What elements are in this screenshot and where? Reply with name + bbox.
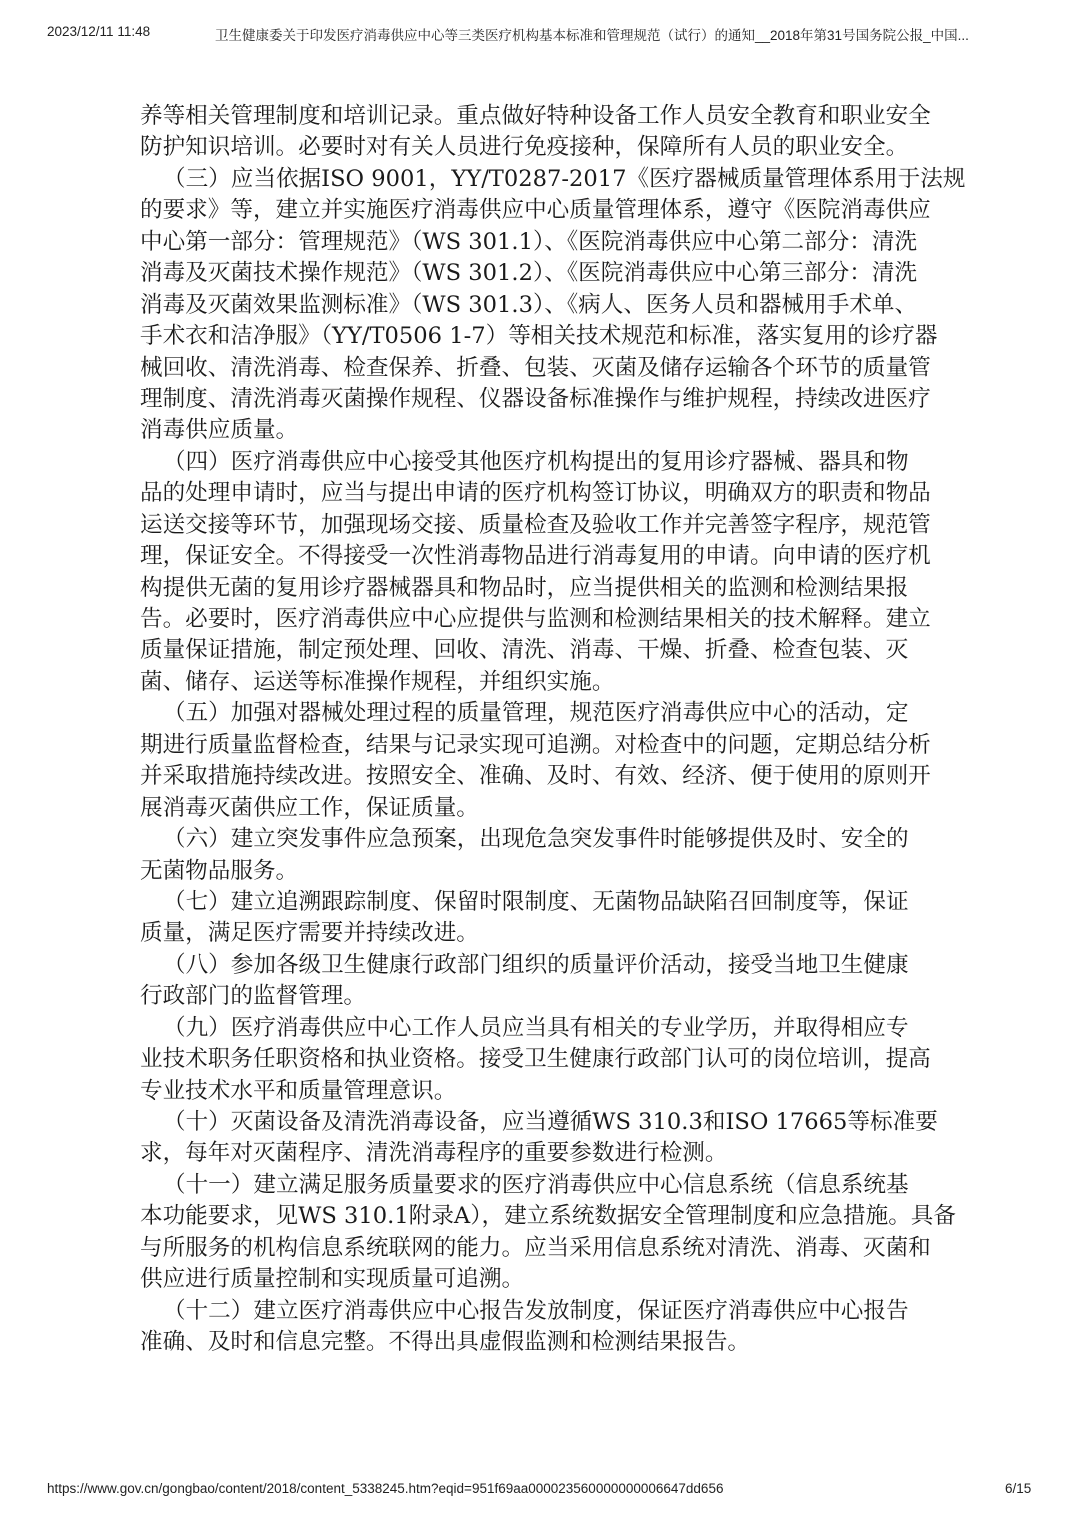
text-line: 的要求》等，建立并实施医疗消毒供应中心质量管理体系，遵守《医院消毒供应 — [140, 197, 931, 224]
text-line: 消毒供应质量。 — [140, 417, 299, 444]
text-line: 专业技术水平和质量管理意识。 — [140, 1077, 457, 1104]
text-line: 本功能要求，见WS 310.1附录A），建立系统数据安全管理制度和应急措施。具备 — [140, 1203, 956, 1230]
text-line: 准确、及时和信息完整。不得出具虚假监测和检测结果报告。 — [140, 1329, 751, 1356]
text-line: 械回收、清洗消毒、检查保养、折叠、包装、灭菌及储存运输各个环节的质量管 — [140, 354, 931, 381]
text-line: 业技术职务任职资格和执业资格。接受卫生健康行政部门认可的岗位培训，提高 — [140, 1046, 931, 1073]
text-line: 期进行质量监督检查，结果与记录实现可追溯。对检查中的问题，定期总结分析 — [140, 731, 931, 758]
text-line: 质量保证措施，制定预处理、回收、清洗、消毒、干燥、折叠、检查包装、灭 — [140, 637, 909, 664]
paragraph-first-line: （七）建立追溯跟踪制度、保留时限制度、无菌物品缺陷召回制度等，保证 — [163, 888, 909, 915]
text-line: 质量，满足医疗需要并持续改进。 — [140, 920, 479, 947]
paragraph-first-line: （六）建立突发事件应急预案，出现危急突发事件时能够提供及时、安全的 — [163, 826, 909, 853]
text-line: 行政部门的监督管理。 — [140, 983, 366, 1010]
paragraph-first-line: （八）参加各级卫生健康行政部门组织的质量评价活动，接受当地卫生健康 — [163, 951, 909, 978]
text-line: 与所服务的机构信息系统联网的能力。应当采用信息系统对清洗、消毒、灭菌和 — [140, 1234, 931, 1261]
paragraph-first-line: （十）灭菌设备及清洗消毒设备，应当遵循WS 310.3和ISO 17665等标准要 — [163, 1109, 938, 1135]
text-line: 中心第一部分：管理规范》（WS 301.1）、《医院消毒供应中心第二部分：清洗 — [140, 228, 918, 255]
text-line: 求，每年对灭菌程序、清洗消毒程序的重要参数进行检测。 — [140, 1140, 728, 1167]
text-line: 理，保证安全。不得接受一次性消毒物品进行消毒复用的申请。向申请的医疗机 — [140, 543, 931, 570]
text-line: 消毒及灭菌效果监测标准》（WS 301.3）、《病人、医务人员和器械用手术单、 — [140, 291, 918, 318]
page-title: 卫生健康委关于印发医疗消毒供应中心等三类医疗机构基本标准和管理规范（试行）的通知__2018年第31号国务院公报_中国... — [215, 28, 969, 43]
paragraph-first-line: （五）加强对器械处理过程的质量管理，规范医疗消毒供应中心的活动，定 — [163, 700, 909, 727]
text-line: 展消毒灭菌供应工作，保证质量。 — [140, 794, 479, 821]
text-line: 无菌物品服务。 — [140, 857, 299, 884]
paragraph-first-line: （三）应当依据ISO 9001，YY/T0287-2017《医疗器械质量管理体系用于法规 — [163, 165, 966, 192]
text-line: 菌、储存、运送等标准操作规程，并组织实施。 — [140, 668, 615, 695]
page-url-link[interactable]: https://www.gov.cn/gongbao/content/2018/content_5338245.htm?eqid=951f69aa000023560000000006647dd656 — [47, 1481, 724, 1496]
text-line: 防护知识培训。必要时对有关人员进行免疫接种，保障所有人员的职业安全。 — [140, 134, 909, 161]
paragraph-first-line: （十二）建立医疗消毒供应中心报告发放制度，保证医疗消毒供应中心报告 — [163, 1297, 909, 1324]
text-line: 养等相关管理制度和培训记录。重点做好特种设备工作人员安全教育和职业安全 — [140, 103, 931, 129]
text-line: 构提供无菌的复用诊疗器械器具和物品时，应当提供相关的监测和检测结果报 — [140, 574, 909, 601]
paragraph-first-line: （十一）建立满足服务质量要求的医疗消毒供应中心信息系统（信息系统基 — [163, 1171, 909, 1198]
text-line: 并采取措施持续改进。按照安全、准确、及时、有效、经济、便于使用的原则开 — [140, 763, 931, 790]
paragraph-first-line: （四）医疗消毒供应中心接受其他医疗机构提出的复用诊疗器械、器具和物 — [163, 448, 909, 475]
text-line: 运送交接等环节，加强现场交接、质量检查及验收工作并完善签字程序，规范管 — [140, 511, 931, 538]
text-line: 理制度、清洗消毒灭菌操作规程、仪器设备标准操作与维护规程，持续改进医疗 — [140, 385, 931, 412]
text-line: 手术衣和洁净服》（YY/T0506 1-7）等相关技术规范和标准，落实复用的诊疗器 — [140, 323, 938, 350]
paragraph-first-line: （九）医疗消毒供应中心工作人员应当具有相关的专业学历，并取得相应专 — [163, 1014, 909, 1041]
text-line: 告。必要时，医疗消毒供应中心应提供与监测和检测结果相关的技术解释。建立 — [140, 606, 931, 632]
print-datetime: 2023/12/11 11:48 — [47, 24, 151, 39]
text-line: 消毒及灭菌技术操作规范》（WS 301.2）、《医院消毒供应中心第三部分：清洗 — [140, 260, 918, 287]
page-number: 6/15 — [1005, 1481, 1032, 1496]
document-body — [140, 101, 970, 1359]
text-line: 供应进行质量控制和实现质量可追溯。 — [140, 1266, 525, 1293]
text-line: 品的处理申请时，应当与提出申请的医疗机构签订协议，明确双方的职责和物品 — [140, 480, 931, 507]
